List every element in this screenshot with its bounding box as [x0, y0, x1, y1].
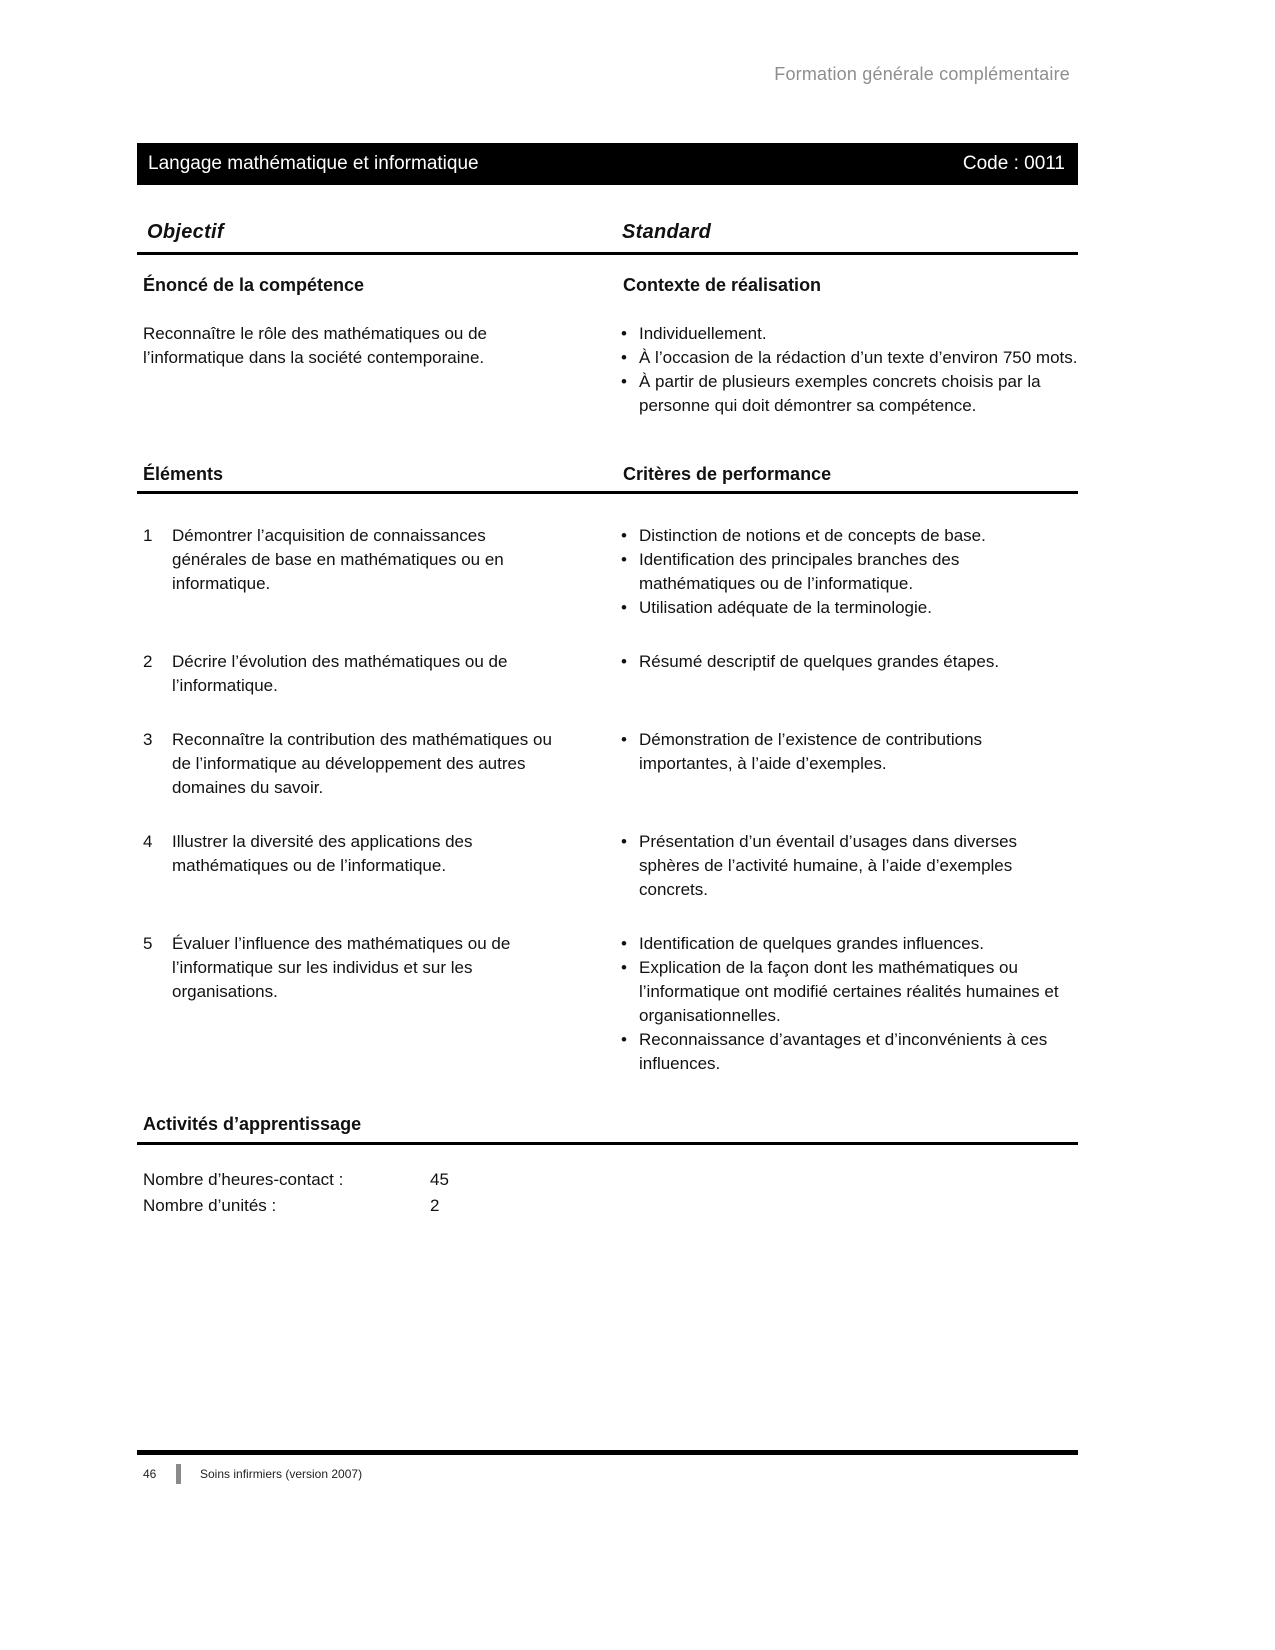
- activites-heading-row: [137, 1114, 1078, 1145]
- critere-bullet: • Explication de la façon dont les mathématiques ou l’informatique ont modifié certaines réalités humaines et organisationnelles.: [617, 956, 1078, 1028]
- critere-bullet: • Distinction de notions et de concepts de base.: [617, 524, 1078, 548]
- element-number: 5: [143, 934, 153, 953]
- element-number: 3: [143, 730, 153, 749]
- page-number: 46: [143, 1467, 157, 1481]
- running-header: Formation générale complémentaire: [774, 64, 1070, 84]
- activites-value: 45: [430, 1170, 449, 1189]
- criteres-bullet-list: [617, 830, 1078, 902]
- elements-criteres-heading-row: [137, 464, 1078, 494]
- criteres-bullet-list: [617, 932, 1078, 1076]
- critere-bullet: • Reconnaissance d’avantages et d’inconvénients à ces influences.: [617, 1028, 1078, 1076]
- element-item: [137, 524, 555, 596]
- criteres-bullet-list: [617, 728, 1078, 800]
- objectif-standard-heading-row: [137, 221, 1078, 255]
- element-item: [137, 830, 555, 878]
- element-row: [137, 932, 1078, 1076]
- contexte-heading: Contexte de réalisation: [623, 275, 822, 295]
- element-item: [137, 932, 555, 1004]
- critere-bullet: • Démonstration de l’existence de contributions importantes, à l’aide d’exemples.: [617, 728, 1078, 776]
- competency-code: Code : 0011: [962, 153, 1065, 174]
- activites-row: [143, 1167, 1078, 1193]
- contexte-bullet-list: [617, 322, 1078, 418]
- contexte-bullet: • À partir de plusieurs exemples concrets choisis par la personne qui doit démontrer sa compétence.: [617, 370, 1078, 418]
- element-text: Reconnaître la contribution des mathématiques ou de l’informatique au développement des autres domaines du savoir.: [172, 730, 552, 797]
- footer-rule: [137, 1450, 1078, 1455]
- standard-heading: Standard: [622, 221, 712, 243]
- competency-title-bar: [137, 143, 1078, 185]
- element-text: Décrire l’évolution des mathématiques ou de l’informatique.: [172, 652, 508, 695]
- critere-bullet: • Présentation d’un éventail d’usages dans diverses sphères de l’activité humaine, à l’aide d’exemples concrets.: [617, 830, 1078, 902]
- element-row: [137, 650, 1078, 698]
- criteres-bullet-list: [617, 524, 1078, 620]
- activites-heading: Activités d’apprentissage: [143, 1114, 362, 1134]
- element-text: Illustrer la diversité des applications des mathématiques ou de l’informatique.: [172, 832, 473, 875]
- contexte-bullet: • Individuellement.: [617, 322, 1078, 346]
- element-row: [137, 728, 1078, 800]
- activites-label: Nombre d’unités :: [143, 1196, 277, 1215]
- criteres-heading: Critères de performance: [623, 464, 832, 484]
- activites-row: [143, 1193, 1078, 1219]
- elements-heading: Éléments: [143, 464, 224, 484]
- enonce-heading: Énoncé de la compétence: [143, 275, 365, 295]
- element-number: 1: [143, 526, 153, 545]
- activites-label: Nombre d’heures-contact :: [143, 1170, 344, 1189]
- element-row: [137, 524, 1078, 620]
- footer-divider: [176, 1464, 181, 1484]
- critere-bullet: • Identification de quelques grandes influences.: [617, 932, 1078, 956]
- element-number: 4: [143, 832, 153, 851]
- critere-bullet: • Résumé descriptif de quelques grandes étapes.: [617, 650, 1078, 674]
- subheading-row: [137, 275, 1078, 296]
- footer-text: Soins infirmiers (version 2007): [200, 1467, 363, 1481]
- competency-title: Langage mathématique et informatique: [148, 153, 479, 174]
- enonce-contexte-row: [137, 322, 1078, 418]
- criteres-bullet-list: [617, 650, 1078, 698]
- element-text: Évaluer l’influence des mathématiques ou de l’informatique sur les individus et sur les organisations.: [172, 934, 511, 1001]
- contexte-bullet: • À l’occasion de la rédaction d’un texte d’environ 750 mots.: [617, 346, 1078, 370]
- enonce-text: Reconnaître le rôle des mathématiques ou de l’informatique dans la société contemporaine.: [143, 324, 487, 367]
- footer-row: [137, 1464, 1078, 1484]
- activites-table: [137, 1167, 1078, 1219]
- element-text: Démontrer l’acquisition de connaissances générales de base en mathématiques ou en informatique.: [172, 526, 504, 593]
- activites-value: 2: [430, 1196, 440, 1215]
- page-footer: [137, 1450, 1078, 1484]
- element-number: 2: [143, 652, 153, 671]
- page-content: [137, 0, 1078, 1219]
- element-row: [137, 830, 1078, 902]
- element-item: [137, 728, 555, 800]
- critere-bullet: • Identification des principales branches des mathématiques ou de l’informatique.: [617, 548, 1078, 596]
- objectif-heading: Objectif: [147, 221, 224, 243]
- element-item: [137, 650, 555, 698]
- critere-bullet: • Utilisation adéquate de la terminologie.: [617, 596, 1078, 620]
